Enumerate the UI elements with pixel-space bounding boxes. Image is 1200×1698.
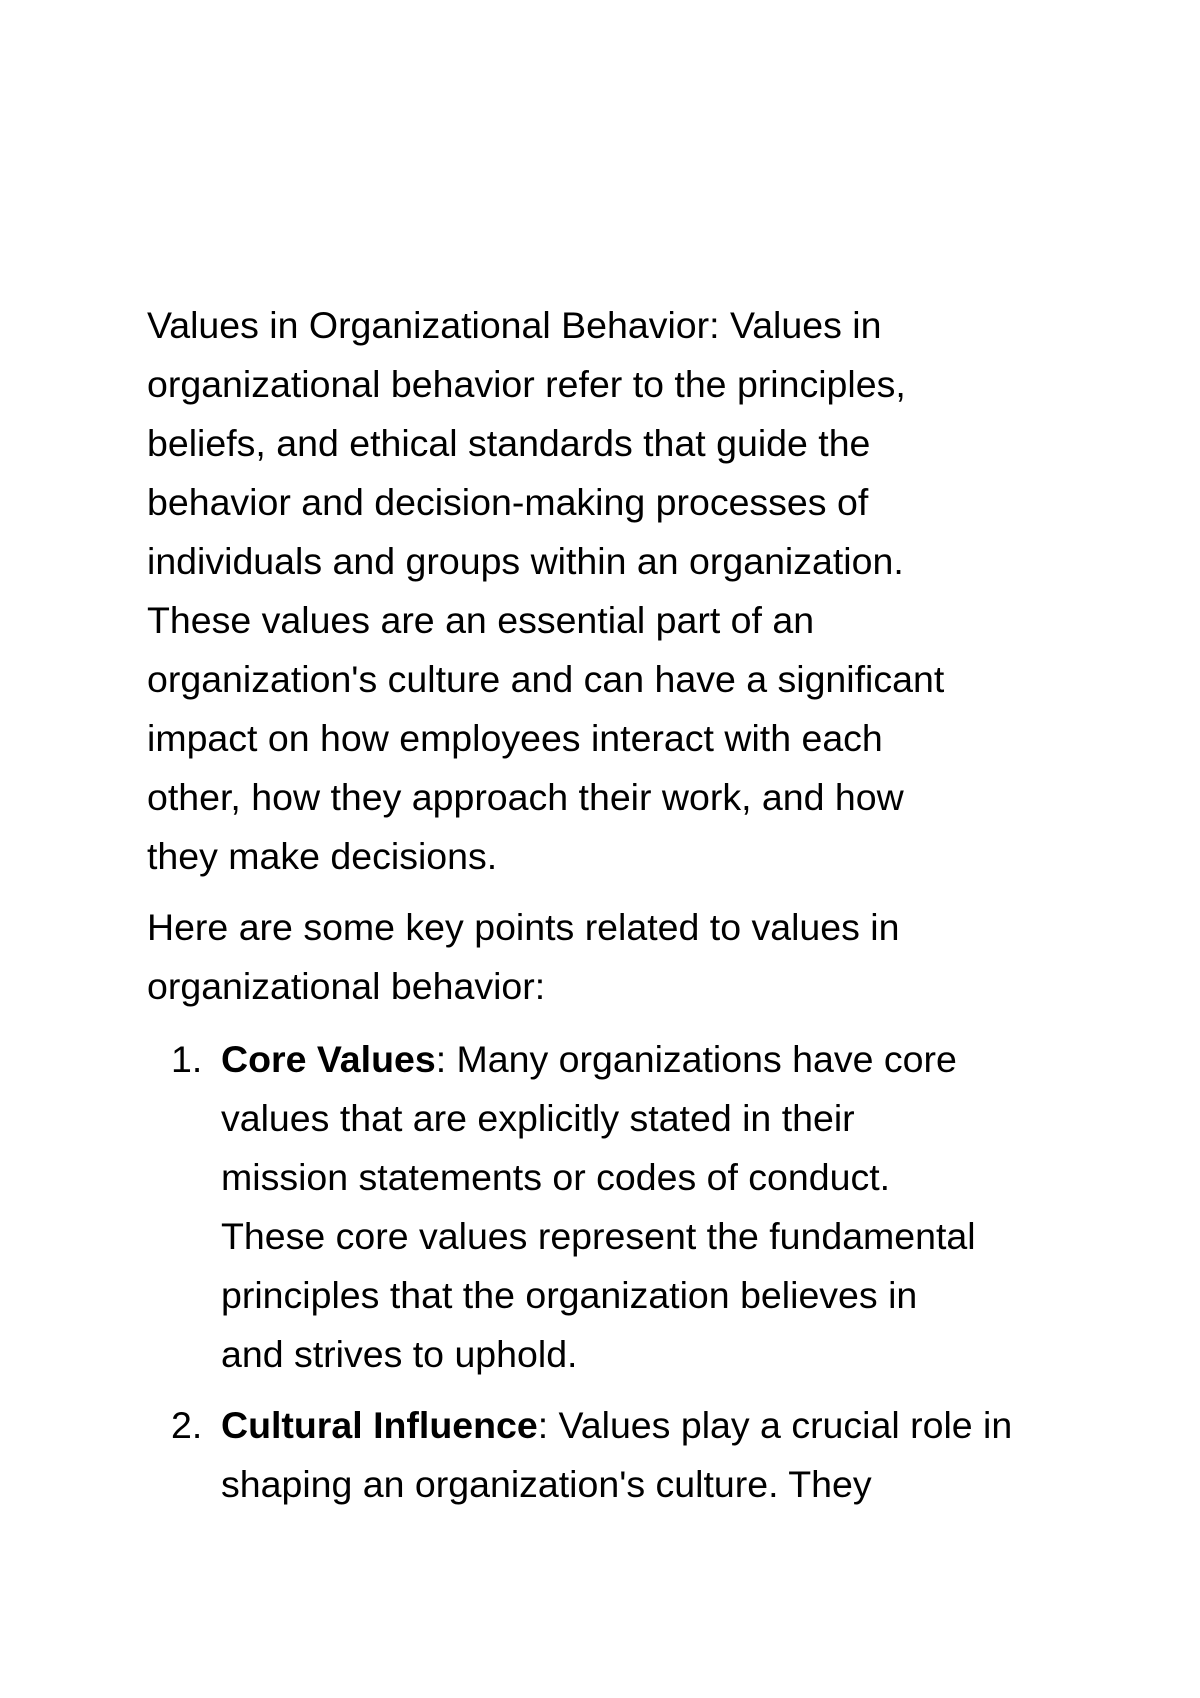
text-line: Values in Organizational Behavior: Values in [147, 304, 882, 346]
text-line [221, 1030, 1067, 1089]
point-term: Core Values [221, 1038, 436, 1080]
text-line: principles that the organization believes in [221, 1274, 918, 1316]
text-line: other, how they approach their work, and how [147, 776, 904, 818]
text-line: Here are some key points related to values in [147, 906, 900, 948]
lead-in-paragraph [147, 898, 1067, 1016]
point-term: Cultural Influence [221, 1404, 538, 1446]
text-line: organizational behavior: [147, 965, 546, 1007]
list-number: 1. [171, 1038, 203, 1080]
list-item-core-values [147, 1030, 1067, 1384]
point-text: : Many organizations have core [435, 1038, 957, 1080]
text-line: These values are an essential part of an [147, 599, 815, 641]
list-number: 2. [171, 1404, 203, 1446]
text-line: individuals and groups within an organization. [147, 540, 904, 582]
text-line: behavior and decision-making processes of [147, 481, 869, 523]
document-body [147, 296, 1067, 1526]
list-item-cultural-influence [147, 1396, 1067, 1514]
text-line: they make decisions. [147, 835, 498, 877]
text-line: mission statements or codes of conduct. [221, 1156, 891, 1198]
intro-paragraph [147, 296, 1067, 886]
text-line: impact on how employees interact with each [147, 717, 883, 759]
text-line: values that are explicitly stated in their [221, 1097, 855, 1139]
text-line [221, 1396, 1067, 1455]
key-points-list [147, 1030, 1067, 1514]
text-line: beliefs, and ethical standards that guide the [147, 422, 871, 464]
text-line: These core values represent the fundamental [221, 1215, 976, 1257]
text-line: shaping an organization's culture. They [221, 1463, 872, 1505]
text-line: and strives to uphold. [221, 1333, 578, 1375]
text-line: organization's culture and can have a significant [147, 658, 945, 700]
point-text: : Values play a crucial role in [537, 1404, 1013, 1446]
text-line: organizational behavior refer to the principles, [147, 363, 906, 405]
